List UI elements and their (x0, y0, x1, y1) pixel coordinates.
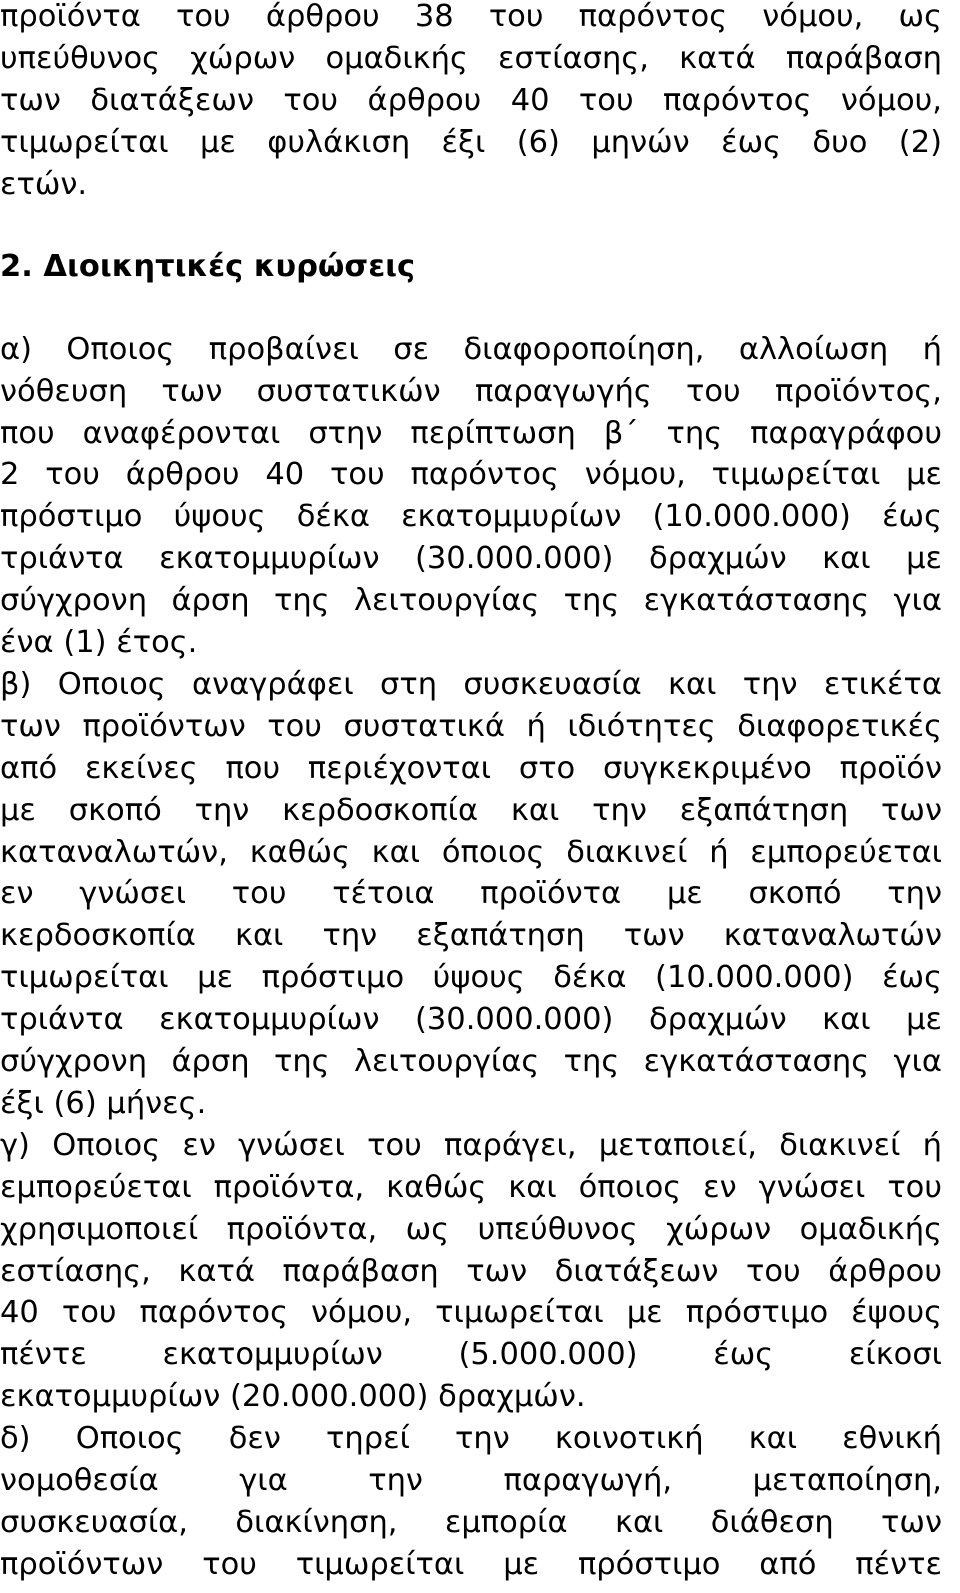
paragraph-b-line: εν γνώσει του τέτοια προϊόντα με σκοπό την (0, 876, 942, 911)
paragraph-a-line: τριάντα εκατομμυρίων (30.000.000) δραχμών και με (0, 541, 942, 576)
paragraph-d-line: προϊόντων του τιμωρείται με πρόστιμο από πέντε (0, 1547, 942, 1582)
paragraph-a-line: νόθευση των συστατικών παραγωγής του προϊόντος, (0, 374, 942, 409)
paragraph-b-line: καταναλωτών, καθώς και όποιος διακινεί ή εμπορεύεται (0, 835, 942, 870)
paragraph-d-line: νομοθεσία για την παραγωγή, μεταποίηση, (0, 1463, 942, 1498)
paragraph-b-line: με σκοπό την κερδοσκοπία και την εξαπάτηση των (0, 793, 942, 828)
paragraph-a-line: 2 του άρθρου 40 του παρόντος νόμου, τιμωρείται με (0, 457, 942, 492)
paragraph-c-line: 40 του παρόντος νόμου, τιμωρείται με πρόστιμο έψους (0, 1295, 942, 1330)
paragraph-c-line: εκατομμυρίων (20.000.000) δραχμών. (0, 1379, 586, 1414)
intro-line: υπεύθυνος χώρων ομαδικής εστίασης, κατά παράβαση (0, 41, 942, 76)
paragraph-a-line: πρόστιμο ύψους δέκα εκατομμυρίων (10.000.000) έως (0, 499, 942, 534)
paragraph-b-line: από εκείνες που περιέχονται στο συγκεκριμένο προϊόν (0, 751, 942, 786)
section-heading: 2. Διοικητικές κυρώσεις (0, 249, 416, 284)
intro-line: τιμωρείται με φυλάκιση έξι (6) μηνών έως δυο (2) (0, 125, 942, 160)
paragraph-b-line: των προϊόντων του συστατικά ή ιδιότητες διαφορετικές (0, 709, 942, 744)
intro-line: ετών. (0, 167, 88, 202)
paragraph-c-line: χρησιμοποιεί προϊόντα, ως υπεύθυνος χώρων ομαδικής (0, 1212, 942, 1247)
paragraph-b-line: σύγχρονη άρση της λειτουργίας της εγκατάστασης για (0, 1044, 942, 1079)
paragraph-a-line: σύγχρονη άρση της λειτουργίας της εγκατάστασης για (0, 583, 942, 618)
paragraph-b-line: β) Οποιος αναγράφει στη συσκευασία και την ετικέτα (0, 667, 942, 702)
paragraph-c-line: πέντε εκατομμυρίων (5.000.000) έως είκοσι (0, 1337, 942, 1372)
paragraph-a-line: ένα (1) έτος. (0, 625, 198, 660)
intro-line: προϊόντα του άρθρου 38 του παρόντος νόμου, ως (0, 0, 942, 34)
paragraph-b-line: τριάντα εκατομμυρίων (30.000.000) δραχμών και με (0, 1002, 942, 1037)
paragraph-a-line: α) Οποιος προβαίνει σε διαφοροποίηση, αλλοίωση ή (0, 332, 942, 367)
paragraph-c-line: εστίασης, κατά παράβαση των διατάξεων του άρθρου (0, 1254, 942, 1289)
paragraph-c-line: γ) Οποιος εν γνώσει του παράγει, μεταποιεί, διακινεί ή (0, 1128, 942, 1163)
paragraph-c-line: εμπορεύεται προϊόντα, καθώς και όποιος εν γνώσει του (0, 1170, 942, 1205)
paragraph-b-line: τιμωρείται με πρόστιμο ύψους δέκα (10.000.000) έως (0, 960, 942, 995)
intro-line: των διατάξεων του άρθρου 40 του παρόντος νόμου, (0, 83, 942, 118)
paragraph-b-line: έξι (6) μήνες. (0, 1086, 207, 1121)
paragraph-b-line: κερδοσκοπία και την εξαπάτηση των καταναλωτών (0, 918, 942, 953)
paragraph-d-line: συσκευασία, διακίνηση, εμπορία και διάθεση των (0, 1505, 942, 1540)
paragraph-a-line: που αναφέρονται στην περίπτωση β΄ της παραγράφου (0, 416, 942, 451)
paragraph-d-line: δ) Οποιος δεν τηρεί την κοινοτική και εθνική (0, 1421, 942, 1456)
